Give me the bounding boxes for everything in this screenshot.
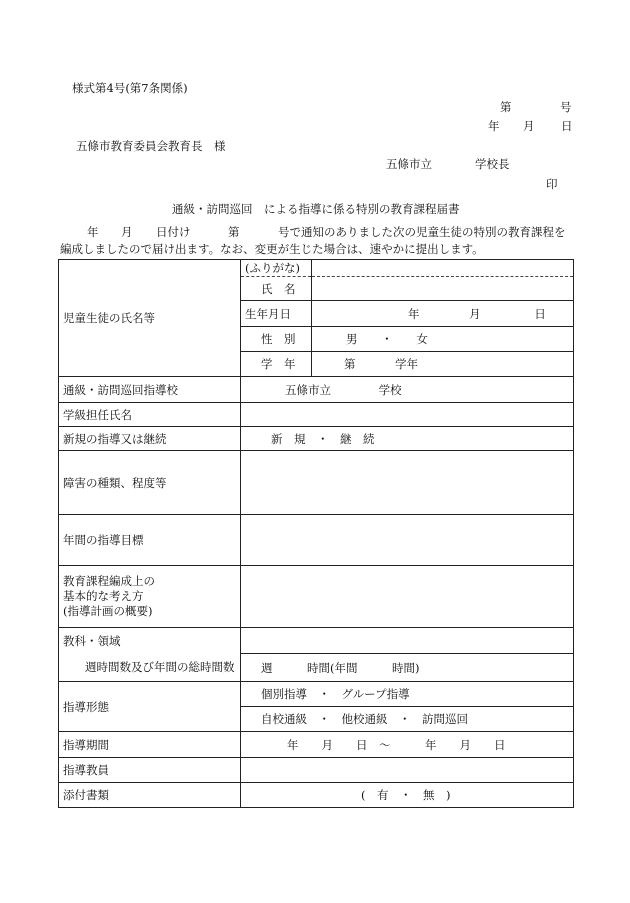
document-title: 通級・訪問巡回 による指導に係る特別の教育課程届書 (172, 202, 460, 216)
grade-field[interactable]: 第 学年 (312, 352, 574, 377)
school-prefix: 五條市立 (386, 157, 432, 171)
student-info-label: 児童生徒の氏名等 (59, 260, 241, 377)
birthdate-field[interactable]: 年 月 日 (312, 301, 574, 327)
school-principal: 学校長 (475, 157, 510, 171)
new-continue-field[interactable]: 新 規 ・ 継 続 (241, 427, 574, 451)
annual-goal-field[interactable] (241, 515, 574, 566)
furigana-field[interactable] (312, 260, 574, 277)
form-number: 様式第4号(第7条関係) (72, 81, 188, 95)
addressee: 五條市教育委員会教育長 様 (76, 139, 226, 153)
subject-field[interactable] (241, 628, 574, 654)
disability-field[interactable] (241, 451, 574, 515)
homeroom-teacher-field[interactable] (241, 403, 574, 427)
period-label: 指導期間 (59, 732, 241, 758)
school-row-label: 通級・訪問巡回指導校 (59, 377, 241, 403)
basic-concept-field[interactable] (241, 566, 574, 628)
instructor-field[interactable] (241, 758, 574, 783)
furigana-label: (ふりがな) (241, 260, 312, 277)
birthdate-label: 生年月日 (241, 301, 312, 327)
gender-label: 性 別 (241, 327, 312, 352)
period-field[interactable]: 年 月 日 ～ 年 月 日 (241, 732, 574, 758)
attachment-label: 添付書類 (59, 783, 241, 808)
name-label: 氏 名 (241, 277, 312, 301)
doc-number-dai: 第 (500, 100, 512, 114)
instruction-form-option-1[interactable]: 個別指導 ・ グループ指導 (241, 682, 574, 707)
hours-field[interactable]: 週 時間(年間 時間) (241, 654, 574, 682)
date-day: 日 (561, 119, 573, 133)
disability-label: 障害の種類、程度等 (59, 451, 241, 515)
intro-dai: 第 (228, 225, 240, 239)
instruction-form-option-2[interactable]: 自校通級 ・ 他校通級 ・ 訪問巡回 (241, 707, 574, 732)
date-month: 月 (523, 119, 535, 133)
gender-field[interactable]: 男 ・ 女 (312, 327, 574, 352)
grade-label: 学 年 (241, 352, 312, 377)
intro-rest: 号で通知のありました次の児童生徒の特別の教育課程を (278, 225, 566, 239)
intro-day: 日付け (156, 225, 191, 239)
form-table (58, 259, 574, 808)
seal-mark: 印 (546, 177, 558, 191)
attachment-field[interactable]: ( 有 ・ 無 ) (241, 783, 574, 808)
doc-number-go: 号 (560, 100, 572, 114)
date-year: 年 (488, 119, 500, 133)
intro-year: 年 (87, 225, 99, 239)
instruction-form-label: 指導形態 (59, 682, 241, 732)
homeroom-teacher-label: 学級担任氏名 (59, 403, 241, 427)
subject-label: 教科・領域 (59, 628, 241, 654)
hours-label: 週時間数及び年間の総時間数 (59, 654, 241, 682)
new-continue-label: 新規の指導又は継続 (59, 427, 241, 451)
intro-line2: 編成しましたので届け出ます。なお、変更が生じた場合は、速やかに提出します。 (60, 242, 484, 256)
intro-month: 月 (121, 225, 133, 239)
name-field[interactable] (312, 277, 574, 301)
annual-goal-label: 年間の指導目標 (59, 515, 241, 566)
school-row-field[interactable]: 五條市立 学校 (241, 377, 574, 403)
instructor-label: 指導教員 (59, 758, 241, 783)
basic-concept-label: 教育課程編成上の 基本的な考え方 (指導計画の概要) (59, 566, 241, 628)
